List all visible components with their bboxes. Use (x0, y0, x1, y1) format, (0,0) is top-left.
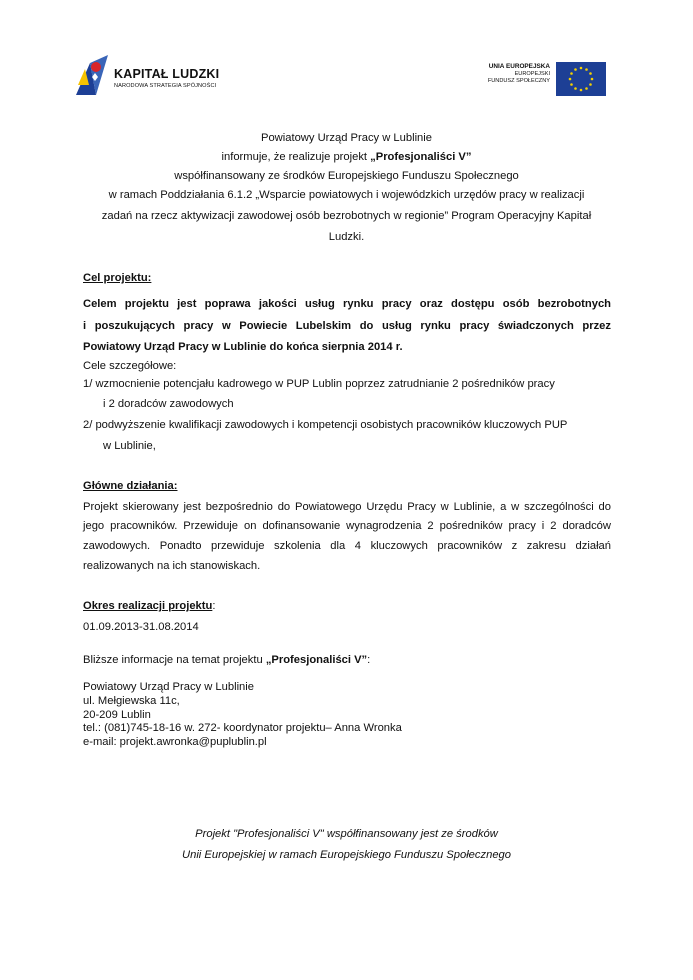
okres-colon: : (212, 600, 216, 612)
cel-bold-line-2: i poszukujących pracy w Powiecie Lubelskim do usług rynku pracy świadczonych przez (83, 320, 611, 332)
eu-logo-line1: EUROPEJSKI (514, 71, 550, 77)
info-text: Bliższe informacje na temat projektu (83, 654, 266, 666)
eu-logo (470, 62, 606, 96)
contact-email[interactable]: e-mail: projekt.awronka@puplublin.pl (83, 736, 267, 748)
eu-flag-icon (556, 62, 606, 96)
cel-heading: Cel projektu: (83, 272, 152, 284)
kapital-ludzki-emblem-icon (76, 55, 108, 95)
intro-line-4: w ramach Poddziałania 6.1.2 „Wsparcie powiatowych i wojewódzkich urzędów pracy w realizacji (108, 189, 585, 201)
contact-line-4: tel.: (081)745-18-16 w. 272- koordynator projektu– Anna Wronka (83, 722, 402, 734)
project-name: „Profesjonaliści V” (370, 151, 472, 163)
dzialania-line-1: Projekt skierowany jest bezpośrednio do Powiatowego Urzędu Pracy w Lublinie, a w szczególności do (83, 501, 611, 513)
eu-logo-text (488, 63, 550, 85)
dzialania-line-4: realizowanych na ich stanowiskach. (83, 560, 261, 572)
kapital-ludzki-title: KAPITAŁ LUDZKI (114, 67, 220, 81)
eu-logo-title: UNIA EUROPEJSKA (488, 63, 550, 70)
okres-dates: 01.09.2013-31.08.2014 (83, 621, 199, 633)
intro-line-6: Ludzki. (328, 231, 365, 243)
dzialania-line-2: jego pracowników. Przewiduje on dofinansowanie wynagrodzenia 2 pośredników pracy i 2 doradców (83, 520, 611, 532)
contact-line-1: Powiatowy Urząd Pracy w Lublinie (83, 681, 254, 693)
dzialania-heading: Główne działania: (83, 480, 178, 492)
footer-line-1: Projekt "Profesjonaliści V" współfinansowany jest ze środków (195, 828, 498, 840)
cel-item-2a: 2/ podwyższenie kwalifikacji zawodowych i kompetencji osobistych pracowników kluczowych PUP (83, 419, 568, 431)
intro-line-3: współfinansowany ze środków Europejskiego Funduszu Społecznego (174, 170, 519, 182)
info-colon: : (367, 654, 371, 666)
cel-bold-line-3: Powiatowy Urząd Pracy w Lublinie do końca sierpnia 2014 r. (83, 341, 403, 353)
cel-item-1b: i 2 doradców zawodowych (103, 398, 234, 410)
info-line (83, 652, 370, 669)
okres-heading: Okres realizacji projektu (83, 600, 213, 612)
kapital-ludzki-subtitle: NARODOWA STRATEGIA SPÓJNOŚCI (114, 83, 217, 89)
cel-detail-label: Cele szczegółowe: (83, 360, 177, 372)
cel-bold-line-1: Celem projektu jest poprawa jakości usług rynku pracy oraz dostępu osób bezrobotnych (83, 298, 611, 310)
cel-item-2b: w Lublinie, (103, 440, 156, 452)
footer-line-2: Unii Europejskiej w ramach Europejskiego Funduszu Społecznego (182, 849, 511, 861)
okres-heading-row (83, 598, 215, 615)
dzialania-line-3: zawodowych. Ponadto przewiduje szkolenia dla 4 kluczowych pracowników z zakresu działań (83, 540, 611, 552)
intro-line-2-text: informuje, że realizuje projekt (221, 151, 371, 163)
contact-line-3: 20-209 Lublin (83, 709, 151, 721)
intro-line-5: zadań na rzecz aktywizacji zawodowej osób bezrobotnych w regionie” Program Operacyjny Kapitał (101, 210, 592, 222)
intro-line-2 (60, 149, 633, 166)
cel-item-1a: 1/ wzmocnienie potencjału kadrowego w PUP Lublin poprzez zatrudnianie 2 pośredników pracy (83, 378, 555, 390)
intro-line-1: Powiatowy Urząd Pracy w Lublinie (261, 132, 432, 144)
info-project-name: „Profesjonaliści V” (265, 654, 368, 666)
contact-line-2: ul. Mełgiewska 11c, (83, 695, 180, 707)
eu-logo-line2: FUNDUSZ SPOŁECZNY (487, 78, 550, 84)
kapital-ludzki-logo (76, 53, 226, 99)
